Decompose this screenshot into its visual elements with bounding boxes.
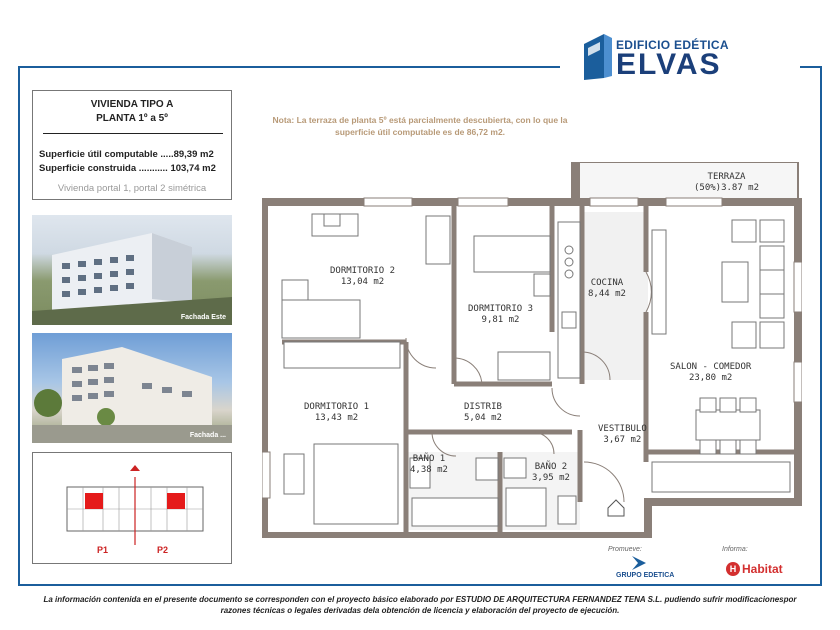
grupo-edetica-logo-icon [628, 554, 654, 572]
room-terraza [694, 172, 759, 194]
building-render-image [32, 215, 232, 325]
key-plan-drawing [33, 453, 231, 563]
room-name: TERRAZA [707, 172, 746, 182]
informa-label: Informa: [722, 546, 748, 553]
habitat-label: Habitat [742, 562, 783, 576]
useful-area: Superficie útil computable .....89,39 m2 [39, 149, 214, 160]
room-name: DORMITORIO 3 [468, 304, 534, 314]
brand-line2: ELVAS [616, 48, 722, 81]
terrace-note: Nota: La terraza de planta 5º está parcialmente descubierta, con lo que la superficie útil computable es de 86,72 m2. [272, 115, 568, 137]
room-area: 13,04 m2 [340, 277, 385, 287]
legal-footer: La información contenida en el presente documento se corresponden con el proyecto básico elaborado por ESTUDIO DE ARQUITECTURA FERNANDEZ TENA S.L. pudiendo sufrir modificacionespor razones técnicas o legales derivadas dela obtención de licencia y elaboración del proyecto de ejecución. [43, 595, 797, 615]
room-vestibulo [598, 424, 647, 446]
room-name: DORMITORIO 2 [330, 266, 396, 276]
room-bano-2 [532, 462, 570, 484]
room-area: 9,81 m2 [481, 315, 520, 325]
unit-type: VIVIENDA TIPO A [90, 99, 174, 110]
room-dormitorio-2 [330, 266, 395, 288]
info-divider [43, 133, 223, 134]
key-plan [32, 452, 232, 564]
room-distrib [464, 402, 502, 424]
brand-line1: EDIFICIO EDÉTICA [616, 38, 729, 52]
unit-floors: PLANTA 1º a 5º [96, 113, 168, 124]
room-name: SALON - COMEDOR [670, 362, 752, 372]
room-area: 13,43 m2 [314, 413, 359, 423]
room-name: DISTRIB [464, 402, 502, 412]
room-cocina [588, 278, 626, 300]
unit-info-box [32, 90, 232, 200]
room-area: 8,44 m2 [588, 289, 626, 299]
room-area: 5,04 m2 [464, 413, 502, 423]
promueve-label: Promueve: [608, 546, 642, 553]
habitat-logo-icon: H [726, 562, 740, 576]
built-area: Superficie construida ........... 103,74 m2 [39, 163, 216, 174]
room-name: COCINA [590, 278, 624, 288]
photo-caption-2: Fachada ... [189, 432, 226, 439]
building-render-image [32, 333, 232, 443]
portal-2-label: P2 [157, 545, 169, 555]
render-east-facade [32, 215, 232, 325]
building-logo-icon [582, 30, 614, 82]
grupo-edetica-label: GRUPO EDETICA [616, 572, 675, 579]
floor-plan [262, 162, 802, 538]
room-bano-1 [410, 454, 448, 476]
room-area: 3,67 m2 [603, 435, 642, 445]
room-dormitorio-3 [468, 304, 533, 326]
room-name: BAÑO 1 [412, 454, 446, 464]
brand-logo [582, 28, 767, 86]
room-name: DORMITORIO 1 [304, 402, 370, 412]
photo-caption-1: Fachada Este [180, 314, 226, 321]
room-area: 23,80 m2 [688, 373, 733, 383]
room-dormitorio-1 [304, 402, 369, 424]
room-area: 4,38 m2 [410, 465, 448, 475]
room-area: 3,95 m2 [532, 473, 570, 483]
room-salon-comedor [670, 362, 751, 384]
portal-1-label: P1 [97, 545, 109, 555]
portal-note: Vivienda portal 1, portal 2 simétrica [57, 183, 207, 194]
render-facade-2 [32, 333, 232, 443]
room-name: VESTIBULO [598, 424, 647, 434]
room-name: BAÑO 2 [534, 462, 568, 472]
room-area: (50%)3.87 m2 [694, 183, 760, 193]
